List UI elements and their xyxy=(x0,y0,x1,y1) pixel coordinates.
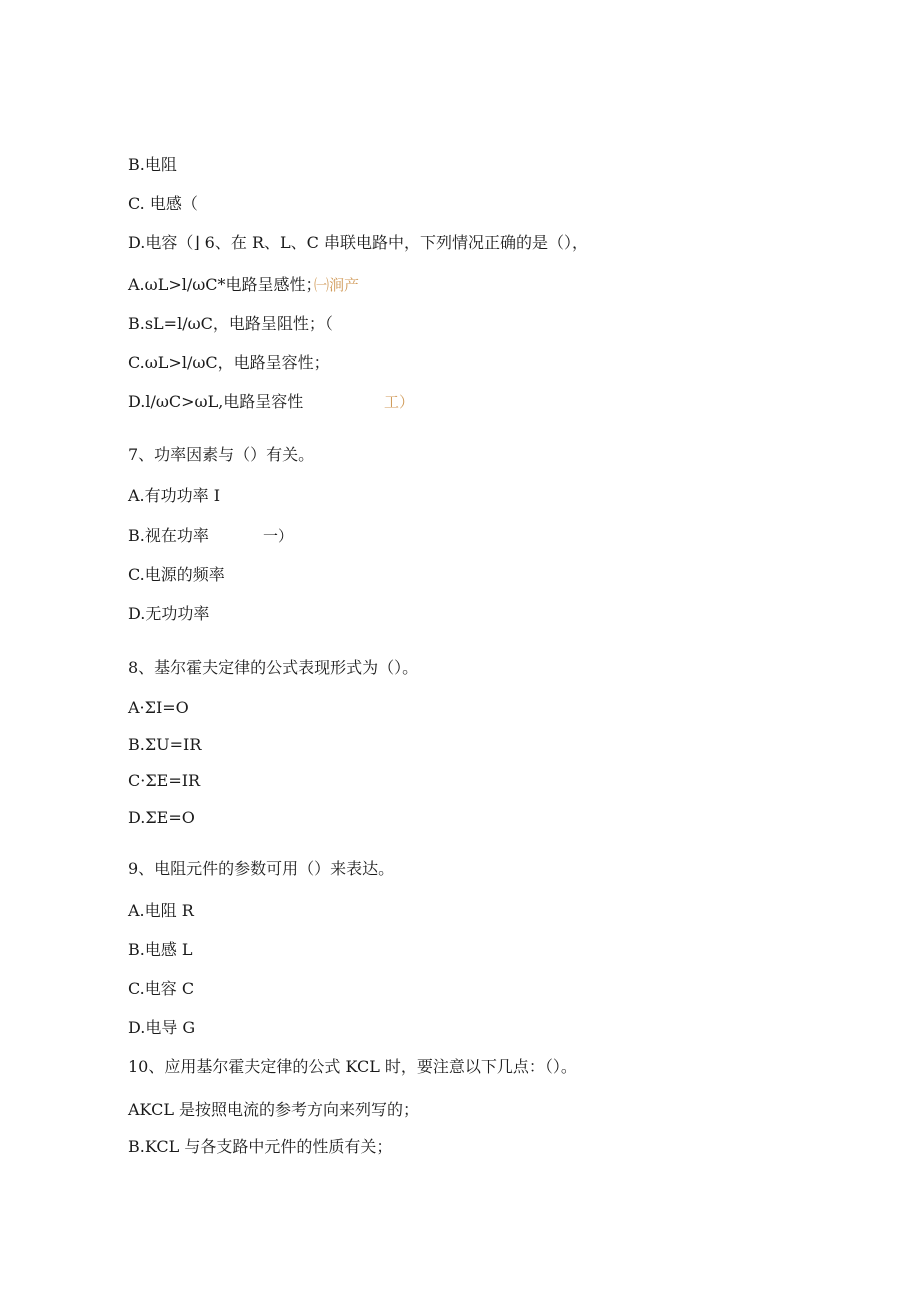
option-b-7: B.视在功率 xyxy=(128,526,209,545)
option-c-9: C.电容 C xyxy=(128,979,195,998)
option-a-6: A.ωL>l/ωC*电路呈感性； xyxy=(128,275,322,294)
handwritten-note-a6: ㈠涧产 xyxy=(314,276,360,294)
option-d-8: D.ΣE=O xyxy=(128,808,195,827)
option-c-8: C·ΣE=IR xyxy=(128,771,201,790)
question-9: 9、电阻元件的参数可用（）来表达。 xyxy=(128,859,395,878)
question-7: 7、功率因素与（）有关。 xyxy=(128,445,315,464)
option-a-7: A.有功功率 I xyxy=(128,486,221,505)
option-d-5-question-6: D.电容（⌋ 6、在 R、L、C 串联电路中，下列情况正确的是（）， xyxy=(128,233,588,252)
option-b-10: B.KCL 与各支路中元件的性质有关； xyxy=(128,1137,393,1156)
option-a-8: A·ΣI=O xyxy=(128,698,189,717)
handwritten-note-d6: 工） xyxy=(384,393,415,411)
question-8: 8、基尔霍夫定律的公式表现形式为（）。 xyxy=(128,658,419,677)
option-b-9: B.电感 L xyxy=(128,940,193,959)
option-b-5: B.电阻 xyxy=(128,155,177,174)
option-c-7: C.电源的频率 xyxy=(128,565,225,584)
option-d-6: D.l/ωC>ωL,电路呈容性 xyxy=(128,392,304,411)
option-a-9: A.电阻 R xyxy=(128,901,194,920)
option-b-8: B.ΣU=IR xyxy=(128,735,202,754)
option-b-6: B.sL=l/ωC，电路呈阻性；（ xyxy=(128,314,333,333)
option-d-7: D.无功功率 xyxy=(128,604,210,623)
option-c-6: C.ωL>l/ωC，电路呈容性； xyxy=(128,353,330,372)
option-d-9: D.电导 G xyxy=(128,1018,196,1037)
option-c-5: C. 电感（ xyxy=(128,194,198,213)
question-10: 10、应用基尔霍夫定律的公式 KCL 时，要注意以下几点：（）。 xyxy=(128,1057,577,1076)
option-a-10: AKCL 是按照电流的参考方向来列写的； xyxy=(128,1100,420,1119)
mark-b7: 一） xyxy=(263,527,294,545)
